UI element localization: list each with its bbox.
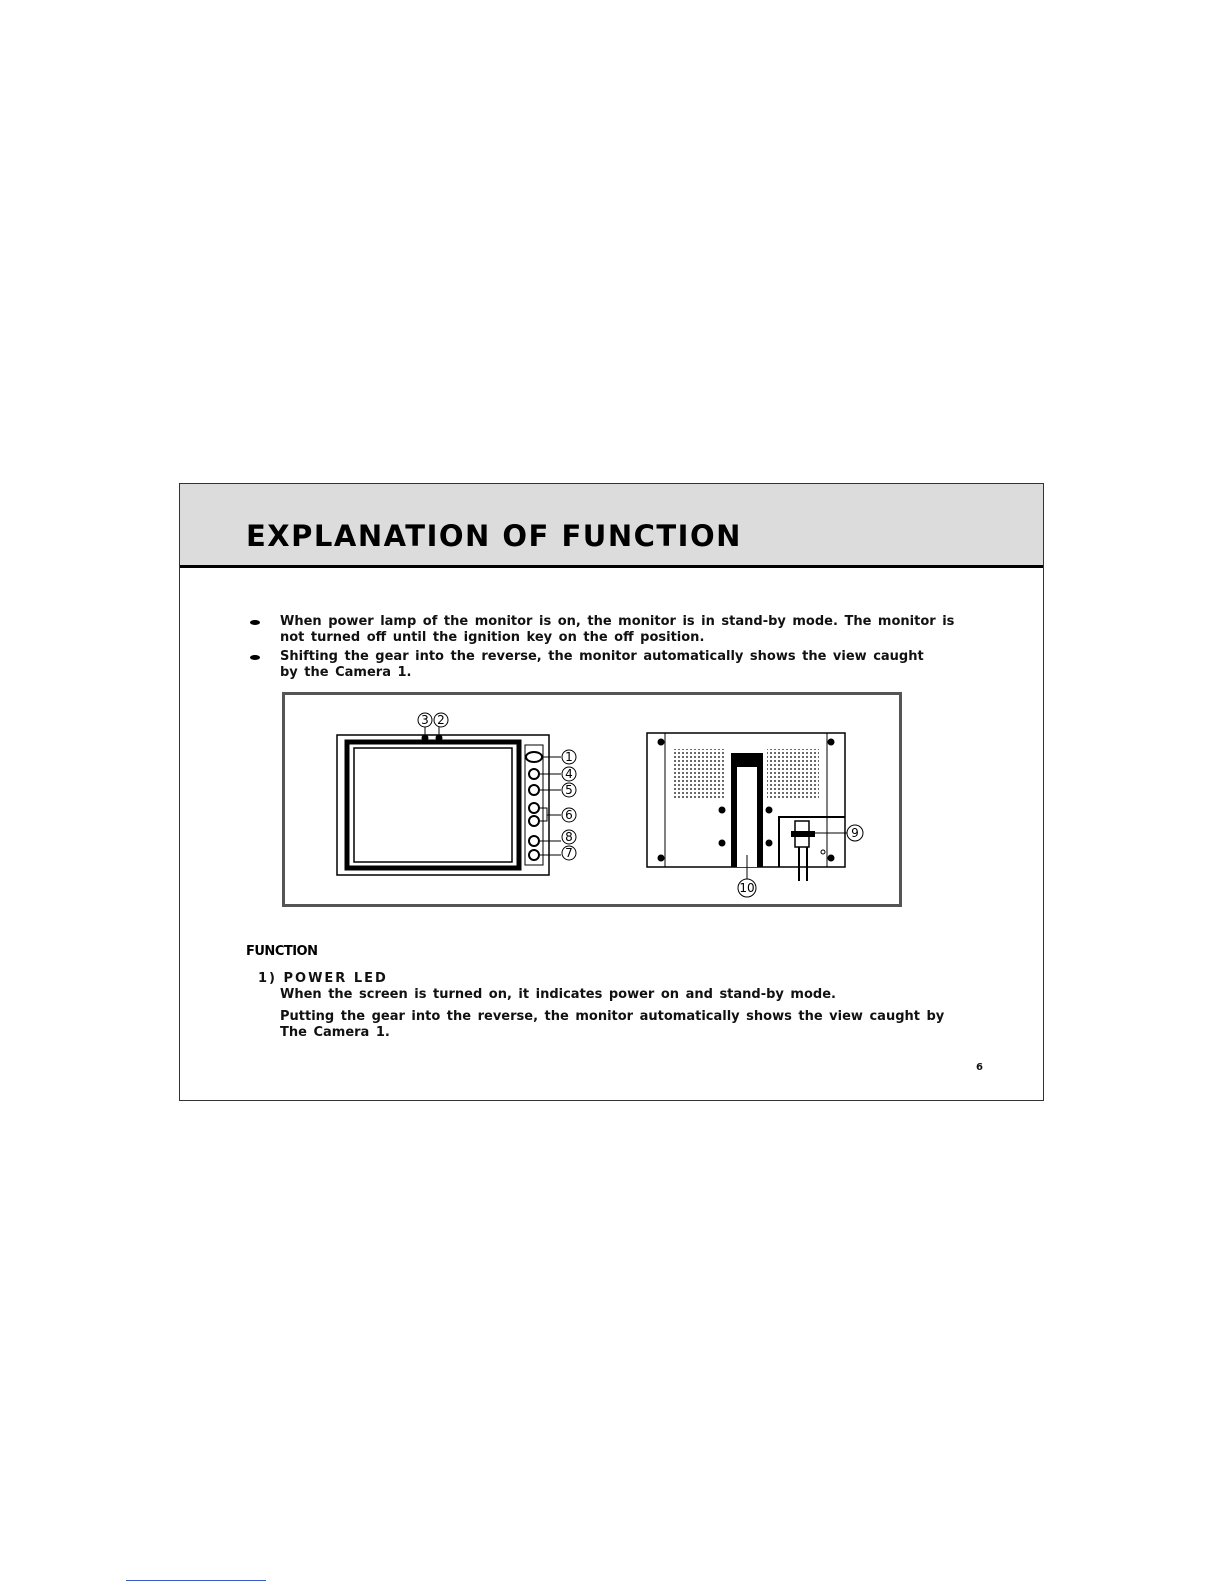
- button-8: [529, 836, 539, 846]
- button-6b: [529, 816, 539, 826]
- button-7: [529, 850, 539, 860]
- callout-2: [434, 713, 448, 727]
- page-number: 6: [976, 1062, 983, 1073]
- list-item: [246, 649, 966, 681]
- callout-10-label: 10: [739, 881, 755, 895]
- bullet-line: Shifting the gear into the reverse, the monitor automatically shows the view caught: [280, 649, 924, 664]
- intro-bullet-list: [246, 614, 966, 684]
- monitor-rear-view: [647, 733, 847, 881]
- callout-4: [562, 767, 576, 781]
- button-5: [529, 785, 539, 795]
- led-3: [422, 735, 428, 741]
- power-led-text-line: When the screen is turned on, it indicates power on and stand-by mode.: [280, 987, 836, 1002]
- title-band: [180, 484, 1043, 568]
- bullet-line: by the Camera 1.: [280, 665, 412, 680]
- bullet-line: When power lamp of the monitor is on, the monitor is in stand-by mode. The monitor is: [280, 614, 955, 629]
- monitor-diagram: [282, 692, 902, 907]
- callout-7-label: 7: [565, 846, 573, 860]
- manual-page: [179, 483, 1044, 1101]
- callout-6: [562, 808, 576, 822]
- function-section-label: FUNCTION: [246, 944, 318, 959]
- callout-3: [418, 713, 432, 727]
- connector-bracket: [779, 817, 845, 867]
- front-bezel: [347, 742, 519, 868]
- bullet-icon: [250, 655, 260, 660]
- callout-6-label: 6: [565, 808, 573, 822]
- led-2: [436, 735, 442, 741]
- bottom-link-rule: [126, 1580, 266, 1581]
- callout-3-label: 3: [421, 713, 429, 727]
- callout-5-label: 5: [565, 783, 573, 797]
- front-screen: [354, 748, 512, 862]
- monitor-diagram-svg: [285, 695, 899, 904]
- callout-2-label: 2: [437, 713, 445, 727]
- callout-1: [562, 750, 576, 764]
- power-led-heading: 1) POWER LED: [258, 971, 388, 986]
- bullet-line: not turned off until the ignition key on the off position.: [280, 630, 705, 645]
- callout-9-label: 9: [851, 826, 859, 840]
- power-led-text-line: Putting the gear into the reverse, the monitor automatically shows the view caught by: [280, 1009, 945, 1024]
- callout-5: [562, 783, 576, 797]
- callout-8: [562, 830, 576, 844]
- callout-10: [738, 879, 756, 897]
- list-item: [246, 614, 966, 646]
- button-1: [526, 752, 542, 762]
- page-title: EXPLANATION OF FUNCTION: [246, 519, 742, 553]
- button-4: [529, 769, 539, 779]
- vent-right: [767, 749, 819, 799]
- callout-9: [847, 825, 863, 841]
- monitor-front-view: [337, 727, 561, 875]
- callout-7: [562, 846, 576, 860]
- callout-8-label: 8: [565, 830, 573, 844]
- callout-4-label: 4: [565, 767, 573, 781]
- button-6a: [529, 803, 539, 813]
- bullet-icon: [250, 620, 260, 625]
- callout-1-label: 1: [565, 750, 573, 764]
- vent-left: [673, 749, 725, 799]
- power-led-text-line: The Camera 1.: [280, 1025, 390, 1040]
